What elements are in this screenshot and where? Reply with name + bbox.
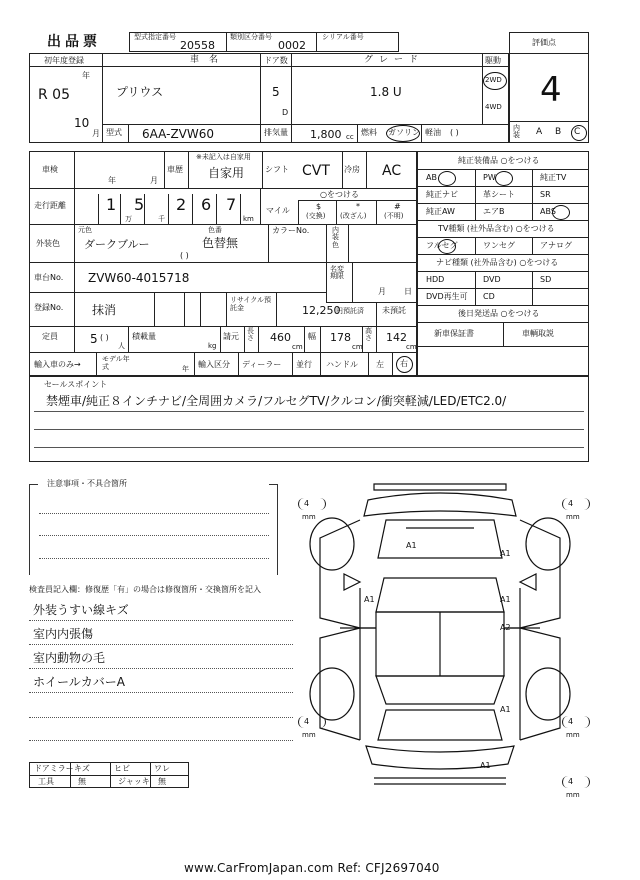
docs-title: 後日発送品 ○をつける (458, 309, 540, 318)
recycle-label: リサイクル預託金 (230, 296, 272, 312)
equipment-col-divider (475, 169, 476, 186)
odometer-choose-note: ○をつける (320, 190, 359, 199)
tread-depth-value: 4 (568, 777, 574, 786)
repair-note-line: ホイールカバーA (33, 675, 125, 689)
damage-mark: A2 (500, 623, 511, 632)
capacity-unit: 人 (118, 342, 125, 350)
load-unit: kg (208, 342, 217, 350)
tread-depth-bracket (298, 716, 326, 728)
model-year-label: モデル年式 (102, 355, 130, 372)
fuel-other-paren: ( ) (450, 128, 459, 137)
chassis-value: ZVW60-4015718 (88, 271, 190, 285)
tread-depth-value: 4 (304, 717, 310, 726)
repair-note-rule (29, 620, 293, 621)
equipment-row-divider (418, 169, 588, 170)
equipment-item: 純正AW (426, 207, 455, 216)
equipment-item: PW (483, 173, 496, 182)
steering-right: 右 (400, 359, 408, 368)
legend-cell: 無 (158, 777, 166, 786)
spec-grid (29, 151, 417, 376)
odometer-replaced-note: (交換) (306, 212, 326, 220)
interior-grade-label: 内装 (513, 124, 520, 139)
mile-label: マイル (266, 206, 290, 215)
tread-depth-bracket (562, 776, 590, 788)
equipment-col-divider (475, 288, 476, 305)
equipment-row-divider (418, 220, 588, 221)
legend-cell: 無 (78, 777, 86, 786)
length-label: 長さ (247, 327, 254, 342)
evaluation-score: 4 (540, 70, 562, 110)
mileage-digit: 7 (226, 195, 237, 214)
width-value: 178 (330, 331, 351, 344)
damage-mark: A1 (406, 541, 417, 550)
damage-mark: A1 (480, 761, 491, 770)
equipment-col-divider (532, 288, 533, 305)
capacity-paren: ( ) (100, 333, 109, 342)
mileage-sen-unit: 千 (158, 215, 165, 223)
equipment-item: フルセグ (426, 241, 458, 250)
equipment-selected-circle (552, 205, 570, 220)
equipment-selected-circle (495, 171, 513, 186)
equipment-selected-circle (438, 171, 456, 186)
first-reg-month-unit: 月 (92, 129, 100, 138)
equipment-item: 純正TV (540, 173, 567, 182)
name-change-month-unit: 月 (378, 287, 386, 296)
car-damage-diagram (290, 478, 590, 813)
odometer-unknown-note: (不明) (384, 212, 404, 220)
model-value: 6AA-ZVW60 (142, 127, 215, 141)
odometer-unknown-mark: # (394, 202, 401, 211)
mileage-digit-divider (168, 194, 169, 224)
displacement-value: 1,800 (310, 128, 342, 141)
legend-divider (30, 775, 188, 776)
tread-depth-unit: mm (566, 791, 580, 799)
tread-depth-value: 4 (568, 499, 574, 508)
grade-value: 1.8 U (370, 85, 402, 99)
color-no-label: 色番 (208, 226, 222, 234)
doors-value: 5 (272, 85, 280, 99)
mileage-digit: 6 (201, 195, 212, 214)
class-no-label: 類別区分番号 (230, 33, 272, 41)
damage-legend-table (29, 762, 189, 788)
equipment-col-divider (532, 203, 533, 220)
interior-grade-c: C (574, 127, 581, 137)
equipment-col-divider (475, 186, 476, 203)
chassis-label: 車台No. (34, 273, 64, 282)
model-label: 型式 (106, 128, 122, 137)
equipment-row-divider (418, 288, 588, 289)
name-change-day-unit: 日 (404, 287, 412, 296)
navi-type-title: ナビ種類 (社外品含む) ○をつける (436, 258, 559, 267)
repair-note-line: 室内内張傷 (33, 627, 94, 641)
equipment-item: 純正ナビ (426, 190, 458, 199)
class-no-value: 0002 (278, 39, 306, 52)
tread-depth-unit: mm (302, 731, 316, 739)
sheet-title: 出品票 (47, 34, 101, 50)
car-name-value: プリウス (116, 85, 164, 99)
diesel-label: 軽油 (425, 128, 441, 137)
exterior-color-value: ダークブルー (84, 238, 150, 251)
first-reg-year: R 05 (38, 87, 70, 103)
equipment-col-divider (532, 186, 533, 203)
tread-depth-unit: mm (566, 513, 580, 521)
evaluation-box (509, 32, 589, 143)
damage-mark: A1 (500, 595, 511, 604)
serial-label: シリアル番号 (322, 33, 364, 41)
capacity-label: 定員 (42, 332, 58, 341)
legend-header: ワレ (154, 764, 170, 773)
import-parallel: 並行 (296, 360, 312, 369)
fuel-label: 燃料 (361, 128, 377, 137)
mileage-digit: 1 (106, 195, 117, 214)
shift-value: CVT (302, 163, 330, 179)
legend-header: ドアミラー (34, 764, 74, 773)
equipment-col-divider (475, 237, 476, 254)
steering-label: ハンドル (326, 360, 358, 369)
car-outline-drawing (290, 478, 590, 813)
original-color-label: 元色 (78, 226, 92, 234)
docs-manual: 車輌取説 (522, 329, 554, 338)
legend-header: ヒビ (114, 764, 130, 773)
tread-depth-value: 4 (304, 499, 310, 508)
equipment-item: SD (540, 275, 552, 284)
caution-label: 注意事項・不具合箇所 (47, 479, 127, 488)
equipment-row-divider (418, 186, 588, 187)
mileage-digit-divider (216, 194, 217, 224)
tread-depth-bracket (562, 498, 590, 510)
equipment-col-divider (503, 322, 504, 346)
width-unit: cm (352, 343, 363, 351)
mileage-label: 走行距離 (34, 201, 66, 210)
equipment-col-divider (532, 237, 533, 254)
equipment-item: ワンセグ (483, 241, 515, 250)
equipment-item: DVD (483, 275, 501, 284)
legend-header: キズ (74, 764, 90, 773)
tread-depth-unit: mm (302, 513, 316, 521)
repair-note-rule (29, 644, 293, 645)
drive-4wd: 4WD (485, 103, 502, 111)
history-label: 車歴 (167, 165, 183, 174)
mileage-km-unit: km (243, 215, 254, 223)
repair-note-line: 外装うすい線キズ (33, 603, 129, 617)
equipment-row-divider (418, 237, 588, 238)
legend-cell: 工具 (38, 777, 54, 786)
equipment-row-divider (418, 254, 588, 255)
recycle-value: 12,250 (302, 304, 341, 317)
load-label: 積載量 (132, 332, 156, 341)
recycle-not-deposited: 未預託 (382, 306, 406, 315)
damage-mark: A1 (364, 595, 375, 604)
first-reg-month: 10 (74, 116, 90, 130)
color-change-value: 色替無 (202, 236, 239, 250)
ac-label: 冷房 (344, 165, 360, 174)
mileage-digit-divider (120, 194, 121, 224)
equipment-col-divider (475, 271, 476, 288)
interior-grade-b: B (555, 127, 562, 137)
inspection-label: 車検 (42, 165, 58, 174)
exterior-color-label: 外装色 (36, 239, 60, 248)
type-no-value: 20558 (180, 39, 215, 52)
displacement-label: 排気量 (264, 128, 288, 137)
odometer-replaced-mark: $ (316, 202, 322, 211)
height-label: 高さ (365, 327, 372, 342)
equipment-selected-circle (438, 239, 456, 254)
length-value: 460 (270, 331, 291, 344)
legend-cell: ジャッキ (118, 777, 150, 786)
mileage-digit: 5 (134, 195, 145, 214)
inspection-month-unit: 月 (150, 176, 158, 185)
width-label: 幅 (308, 332, 316, 341)
sales-point-text: 禁煙車/純正８インチナビ/全周囲カメラ/フルセグTV/クルコン/衝突軽減/LED/ETC2.0/ (46, 394, 507, 408)
mileage-digit-divider (98, 194, 99, 224)
mileage-digit-divider (192, 194, 193, 224)
tread-depth-unit: mm (566, 731, 580, 739)
import-label: 輸入車のみ→ (34, 360, 81, 369)
import-dealer: ディーラー (242, 360, 282, 369)
equipment-item: ABS (540, 207, 556, 216)
height-unit: cm (406, 343, 417, 351)
equipment-item: HDD (426, 275, 445, 284)
sheet-header (29, 32, 589, 52)
import-class-label: 輸入区分 (198, 360, 230, 369)
shift-label: シフト (265, 165, 289, 174)
interior-grade-a: A (536, 127, 543, 137)
color-change-paren: ( ) (180, 251, 189, 260)
equipment-col-divider (532, 271, 533, 288)
doors-suffix: D (282, 108, 289, 117)
docs-warranty: 新車保証書 (434, 329, 474, 338)
displacement-unit: cc (346, 133, 354, 141)
equipment-item: DVD再生可 (426, 292, 468, 301)
odometer-tampered-mark: * (356, 202, 360, 211)
equipment-item: SR (540, 190, 551, 199)
capacity-value: 5 (90, 332, 98, 346)
first-reg-label: 初年度登録 (44, 56, 84, 65)
equipment-row-divider (418, 203, 588, 204)
equipment-item: アナログ (540, 241, 572, 250)
fuel-gasoline: ガソリン (388, 128, 420, 137)
tv-type-title: TV種類 (社外品含む) ○をつける (438, 224, 555, 233)
equipment-row-divider (418, 346, 588, 347)
sales-point-box (29, 376, 589, 462)
odometer-tampered-note: (改ざん) (340, 212, 367, 220)
repair-note-line: 室内動物の毛 (33, 651, 106, 665)
recycle-unit: 円預託済 (336, 307, 364, 315)
tread-depth-bracket (298, 498, 326, 510)
equipment-item: AB (426, 173, 437, 182)
equipment-item: CD (483, 292, 495, 301)
repair-note-rule (29, 668, 293, 669)
vehicle-info-frame (29, 53, 509, 143)
first-reg-year-unit: 年 (82, 71, 90, 80)
history-note: ※未記入は自家用 (196, 153, 251, 161)
equipment-item: 革シート (483, 190, 515, 199)
id-number-box (129, 32, 399, 52)
model-year-unit: 年 (182, 365, 189, 373)
equipment-col-divider (475, 203, 476, 220)
inspector-note-label: 検査員記入欄：修復歴「有」の場合は修復箇所・交換箇所を記入 (29, 585, 261, 594)
doors-label: ドア数 (264, 56, 288, 65)
equipment-grid (417, 151, 589, 376)
guarantee-label: 請元 (223, 332, 239, 341)
interior-color-label: 内装色 (332, 226, 339, 249)
inspection-year-unit: 年 (108, 176, 116, 185)
evaluation-label: 評価点 (532, 38, 556, 47)
ac-value: AC (382, 163, 402, 179)
reg-no-value: 抹消 (92, 303, 117, 317)
mileage-man-unit: 万 (125, 215, 132, 223)
equipment-row-divider (418, 305, 588, 306)
color-no-field-label: カラーNo. (272, 226, 310, 235)
equipment-col-divider (532, 169, 533, 186)
footer-reference: www.CarFromJapan.com Ref: CFJ2697040 (184, 861, 440, 875)
steering-left: 左 (376, 360, 384, 369)
type-no-label: 型式指定番号 (134, 33, 176, 41)
tread-depth-bracket (562, 716, 590, 728)
sales-point-label: セールスポイント (44, 380, 108, 389)
damage-mark: A1 (500, 705, 511, 714)
equipment-row-divider (418, 271, 588, 272)
equipment-item: エアB (483, 207, 505, 216)
history-value: 自家用 (208, 166, 245, 180)
length-unit: cm (292, 343, 303, 351)
drive-label: 駆動 (485, 56, 501, 65)
drive-2wd: 2WD (485, 76, 502, 84)
damage-mark: A1 (500, 549, 511, 558)
grade-label: グレード (364, 55, 425, 65)
name-change-label: 名変期限 (330, 265, 344, 280)
genuine-equipment-title: 純正装備品 ○をつける (458, 156, 540, 165)
notes-section (29, 478, 304, 778)
reg-no-label: 登録No. (34, 303, 64, 312)
tread-depth-value: 4 (568, 717, 574, 726)
mileage-digit-divider (240, 194, 241, 224)
car-name-label: 車名 (190, 55, 229, 65)
repair-note-rule (29, 692, 293, 693)
height-value: 142 (386, 331, 407, 344)
mileage-digit: 2 (176, 195, 187, 214)
